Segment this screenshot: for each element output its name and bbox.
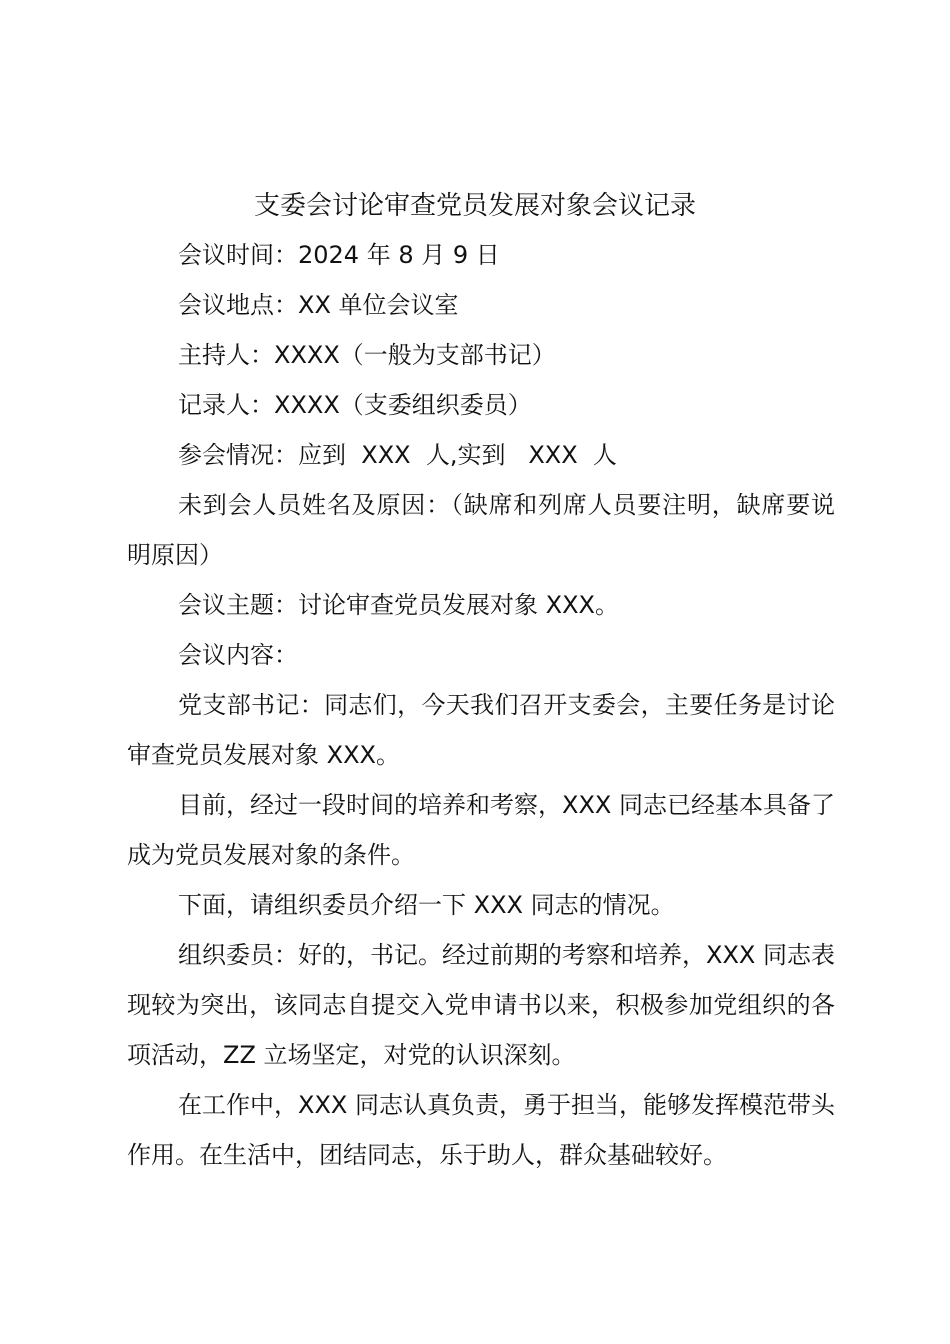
document-body [127,230,835,1180]
absentees-paragraph: 未到会人员姓名及原因：（缺席和列席人员要注明，缺席要说明原因） [127,491,835,569]
secretary-request-paragraph: 下面，请组织委员介绍一下 XXX 同志的情况。 [178,891,675,919]
document-title: 支委会讨论审查党员发展对象会议记录 [253,191,696,221]
meeting-time-line: 会议时间：2024 年 8 月 9 日 [178,241,500,269]
committee-member-report-paragraph: 组织委员：好的，书记。经过前期的考察和培养，XXX 同志表现较为突出，该同志自提交入党申请书以来，积极参加党组织的各项活动，ZZ 立场坚定，对党的认识深刻。 [127,941,835,1069]
attendance-line: 参会情况：应到 XXX 人,实到 XXX 人 [178,441,617,469]
host-line: 主持人：XXXX（一般为支部书记） [178,341,556,369]
recorder-line: 记录人：XXXX（支委组织委员） [178,391,532,419]
secretary-assessment-paragraph: 目前，经过一段时间的培养和考察，XXX 同志已经基本具备了成为党员发展对象的条件。 [127,791,835,869]
secretary-opening-paragraph: 党支部书记：同志们，今天我们召开支委会，主要任务是讨论审查党员发展对象 XXX。 [127,691,835,769]
meeting-location-line: 会议地点：XX 单位会议室 [178,291,459,319]
work-and-life-paragraph: 在工作中，XXX 同志认真负责，勇于担当，能够发挥模范带头作用。在生活中，团结同志，乐于助人，群众基础较好。 [127,1091,835,1169]
meeting-content-heading: 会议内容： [178,641,298,669]
meeting-topic-line: 会议主题：讨论审查党员发展对象 XXX。 [178,591,619,619]
